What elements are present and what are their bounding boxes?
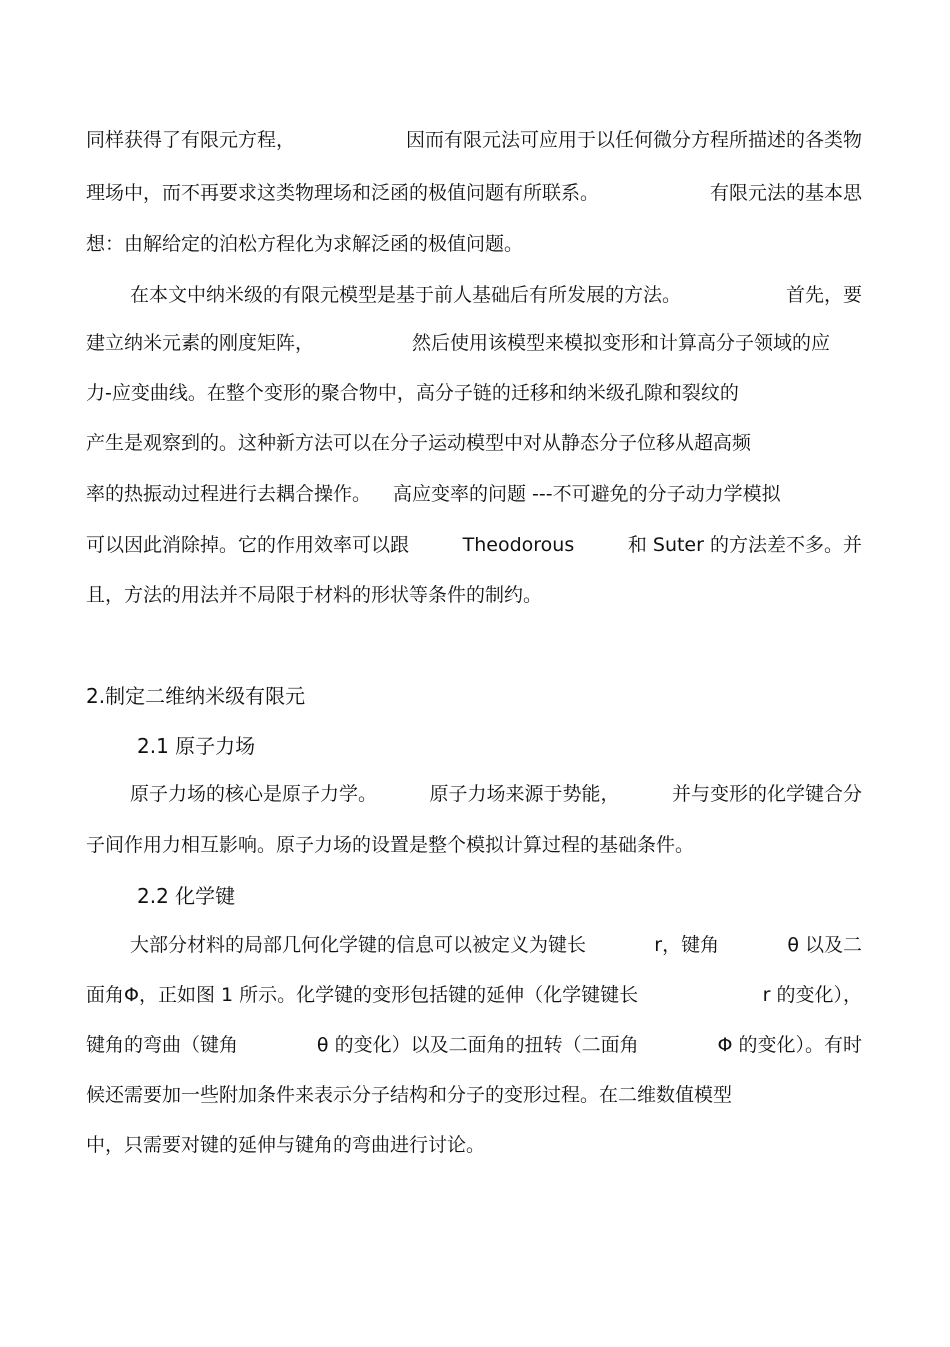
text-segment: 同样获得了有限元方程，	[86, 129, 296, 151]
text-line	[130, 282, 862, 308]
text-segment: 原子力场的核心是原子力学。	[130, 783, 378, 805]
text-segment: θ 以及二	[787, 934, 862, 956]
text-segment: 率的热振动过程进行去耦合操作。	[86, 483, 372, 505]
text-segment: 然后使用该模型来模拟变形和计算高分子领域的应	[411, 332, 830, 354]
text-segment: r 的变化），	[762, 984, 862, 1006]
text-line	[86, 1132, 862, 1158]
text-segment: 原子力场来源于势能，	[429, 783, 620, 805]
text-segment: 想：由解给定的泊松方程化为求解泛函的极值问题。	[86, 233, 524, 255]
section-heading: 2.制定二维纳米级有限元	[86, 684, 306, 708]
text-segment: θ 的变化）以及二面角的扭转（二面角	[316, 1034, 639, 1056]
text-segment: 并与变形的化学键合分	[671, 783, 862, 805]
text-segment: 高应变率的问题 ---不可避免的分子动力学模拟	[393, 483, 781, 505]
text-line	[130, 781, 862, 807]
text-line	[86, 380, 862, 406]
text-line	[86, 1082, 862, 1108]
text-line	[86, 180, 862, 206]
text-segment: 建立纳米元素的刚度矩阵，	[86, 332, 315, 354]
subsection-heading: 2.1 原子力场	[137, 734, 256, 758]
subsection-heading: 2.2 化学键	[137, 884, 236, 908]
text-line	[86, 832, 862, 858]
text-segment: 可以因此消除掉。它的作用效率可以跟	[86, 534, 410, 556]
text-segment: 首先，要	[785, 284, 862, 306]
text-segment: 中，只需要对键的延伸与键角的弯曲进行讨论。	[86, 1134, 486, 1156]
text-segment: Φ 的变化）。有时	[717, 1034, 862, 1056]
text-segment: 且，方法的用法并不局限于材料的形状等条件的制约。	[86, 584, 543, 606]
text-segment: 子间作用力相互影响。原子力场的设置是整个模拟计算过程的基础条件。	[86, 834, 695, 856]
text-segment: 大部分材料的局部几何化学键的信息可以被定义为键长	[130, 934, 587, 956]
text-segment: 面角Φ，正如图 1 所示。化学键的变形包括键的延伸（化学键键长	[86, 984, 639, 1006]
text-line	[86, 127, 862, 153]
text-line	[130, 932, 862, 958]
text-segment: 在本文中纳米级的有限元模型是基于前人基础后有所发展的方法。	[130, 284, 682, 306]
text-line	[86, 430, 862, 456]
text-line	[86, 582, 862, 608]
text-segment: 产生是观察到的。这种新方法可以在分子运动模型中对从静态分子位移从超高频	[86, 432, 752, 454]
text-segment: 理场中，而不再要求这类物理场和泛函的极值问题有所联系。	[86, 182, 600, 204]
text-line	[86, 231, 862, 257]
text-line	[86, 532, 862, 558]
text-segment: 因而有限元法可应用于以任何微分方程所描述的各类物	[405, 129, 862, 151]
text-line	[86, 330, 830, 356]
text-segment: 键角的弯曲（键角	[86, 1034, 239, 1056]
text-line	[86, 481, 862, 507]
text-line	[86, 982, 862, 1008]
text-segment: Theodorous	[462, 534, 575, 556]
text-line	[86, 1032, 862, 1058]
text-segment: 力-应变曲线。在整个变形的聚合物中，高分子链的迁移和纳米级孔隙和裂纹的	[86, 382, 739, 404]
text-segment: r，键角	[654, 934, 720, 956]
text-segment: 和 Suter 的方法差不多。并	[627, 534, 862, 556]
text-segment: 候还需要加一些附加条件来表示分子结构和分子的变形过程。在二维数值模型	[86, 1084, 733, 1106]
text-segment: 有限元法的基本思	[709, 182, 862, 204]
